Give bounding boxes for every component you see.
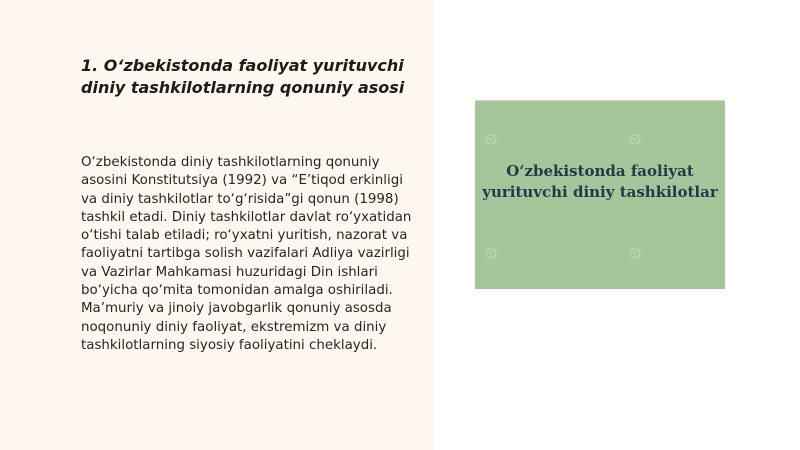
illustration-image xyxy=(475,100,725,289)
illustration-caption-line-1: O‘zbekistonda faoliyat xyxy=(506,162,694,180)
ornament-icon: ۞ xyxy=(628,124,642,149)
ornament-icon: ۞ xyxy=(484,124,498,149)
slide-title-line-1: 1. O‘zbekistonda faoliyat yurituvchi xyxy=(81,56,404,75)
illustration-caption xyxy=(475,161,725,203)
slide-body-text: O‘zbekistonda diniy tashkilotlarning qonuniy asosini Konstitutsiya (1992) va “E’tiqod erkinligi va diniy tashkilotlar to‘g‘risida”gi qonun (1998) tashkil etadi. Diniy tashkilotlar davlat ro‘yxatidan o‘tishi talab etiladi; ro‘yxatni yuritish, nazorat va faoliyatni tartibga solish vazifalari Adliya vazirligi va Vazirlar Mahkamasi huzuridagi Din ishlari bo‘yicha qo‘mita tomonidan amalga oshiriladi. Ma’muriy va jinoiy javobgarlik qonuniy asosda noqonuniy diniy faoliyat, ekstremizm va diniy tashkilotlarning siyosiy faoliyatini cheklaydi. xyxy=(81,155,412,353)
slide-title xyxy=(81,55,421,99)
slide-title-line-2: diniy tashkilotlarning qonuniy asosi xyxy=(81,78,405,97)
ornament-icon: ۞ xyxy=(628,238,642,263)
illustration-caption-line-2: yurituvchi diniy tashkilotlar xyxy=(482,183,718,201)
ornament-icon: ۞ xyxy=(484,238,498,263)
